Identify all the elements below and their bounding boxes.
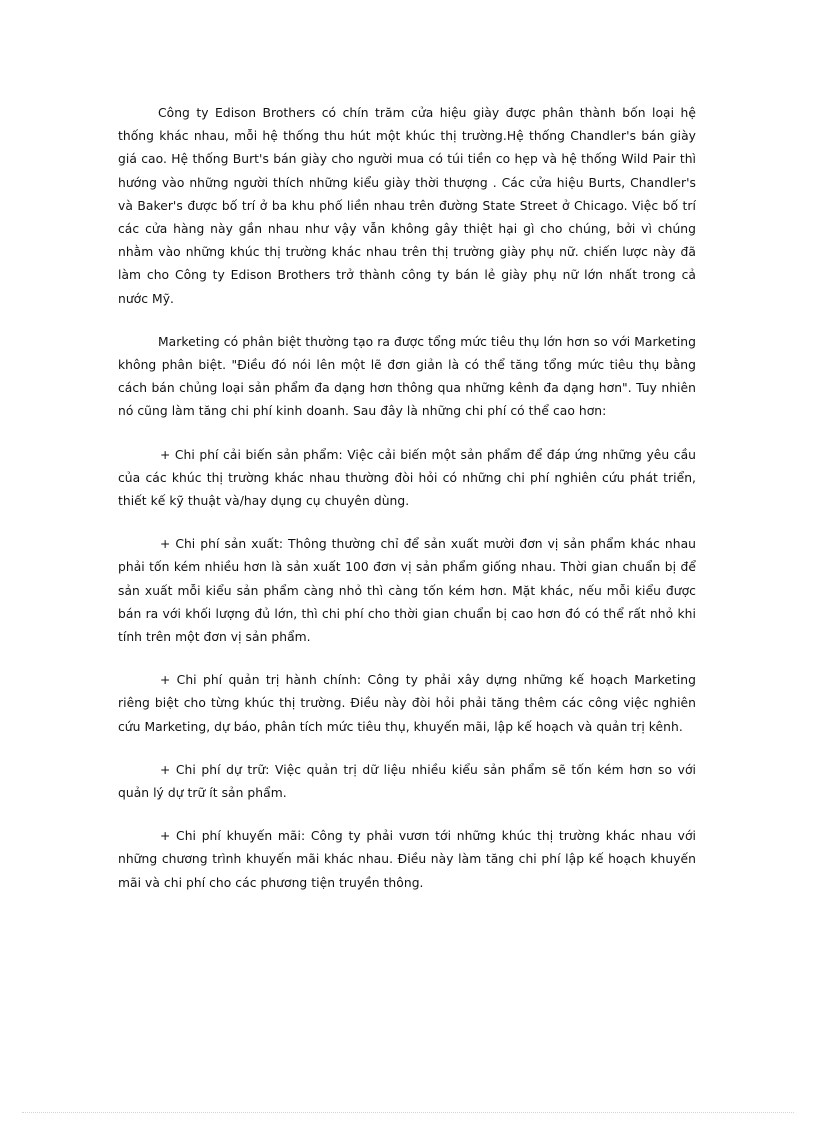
- paragraph-differentiated-marketing: Marketing có phân biệt thường tạo ra được tổng mức tiêu thụ lớn hơn so với Marketing không phân biệt. "Điều đó nói lên một lẽ đơn giản là có thể tăng tổng mức tiêu thụ bằng cách bán chủng loại sản phẩm đa dạng hơn thông qua những kênh đa dạng hơn". Tuy nhiên nó cũng làm tăng chi phí kinh doanh. Sau đây là những chi phí có thể cao hơn:: [118, 334, 696, 419]
- paragraph-production-cost: + Chi phí sản xuất: Thông thường chỉ để sản xuất mười đơn vị sản phẩm khác nhau phải tốn kém nhiều hơn là sản xuất 100 đơn vị sản phẩm giống nhau. Thời gian chuẩn bị để sản xuất mỗi kiểu sản phẩm càng nhỏ thì càng tốn kém hơn. Mặt khác, nếu mỗi kiểu được bán ra với khối lượng đủ lớn, thì chi phí cho thời gian chuẩn bị cao hơn đó có thể rất nhỏ khi tính trên một đơn vị sản phẩm.: [118, 537, 696, 645]
- paragraph-promotion-cost: + Chi phí khuyến mãi: Công ty phải vươn tới những khúc thị trường khác nhau với những chương trình khuyến mãi khác nhau. Điều này làm tăng chi phí lập kế hoạch khuyến mãi và chi phí cho các phương tiện truyền thông.: [118, 829, 696, 890]
- page-bottom-divider: [22, 1112, 794, 1113]
- paragraph-administrative-cost: + Chi phí quản trị hành chính: Công ty phải xây dựng những kế hoạch Marketing riêng biệt cho từng khúc thị trường. Điều này đòi hỏi phải tăng thêm các công việc nghiên cứu Marketing, dự báo, phân tích mức tiêu thụ, khuyến mãi, lập kế hoạch và quản trị kênh.: [118, 673, 696, 734]
- paragraph-product-modification-cost: + Chi phí cải biến sản phẩm: Việc cải biến một sản phẩm để đáp ứng những yêu cầu của các khúc thị trường khác nhau thường đòi hỏi có những chi phí nghiên cứu phát triển, thiết kế kỹ thuật và/hay dụng cụ chuyên dùng.: [118, 447, 696, 509]
- document-body: [118, 102, 696, 915]
- paragraph-inventory-cost: + Chi phí dự trữ: Việc quản trị dữ liệu nhiều kiểu sản phẩm sẽ tốn kém hơn so với quản lý dự trữ ít sản phẩm.: [118, 762, 696, 801]
- paragraph-edison-brothers: Công ty Edison Brothers có chín trăm cửa hiệu giày được phân thành bốn loại hệ thống khác nhau, mỗi hệ thống thu hút một khúc thị trường.Hệ thống Chandler's bán giày giá cao. Hệ thống Burt's bán giày cho người mua có túi tiền co hẹp và hệ thống Wild Pair thì hướng vào những người thích những kiểu giày thời thượng . Các cửa hiệu Burts, Chandler's và Baker's được bố trí ở ba khu phố liền nhau trên đường State Street ở Chicago. Việc bố trí các cửa hàng này gần nhau như vậy vẫn không gây thiệt hại gì cho chúng, bởi vì chúng nhằm vào những khúc thị trường khác nhau trên thị trường giày phụ nữ. chiến lược này đã làm cho Công ty Edison Brothers trở thành công ty bán lẻ giày phụ nữ lớn nhất trong cả nước Mỹ.: [118, 106, 696, 306]
